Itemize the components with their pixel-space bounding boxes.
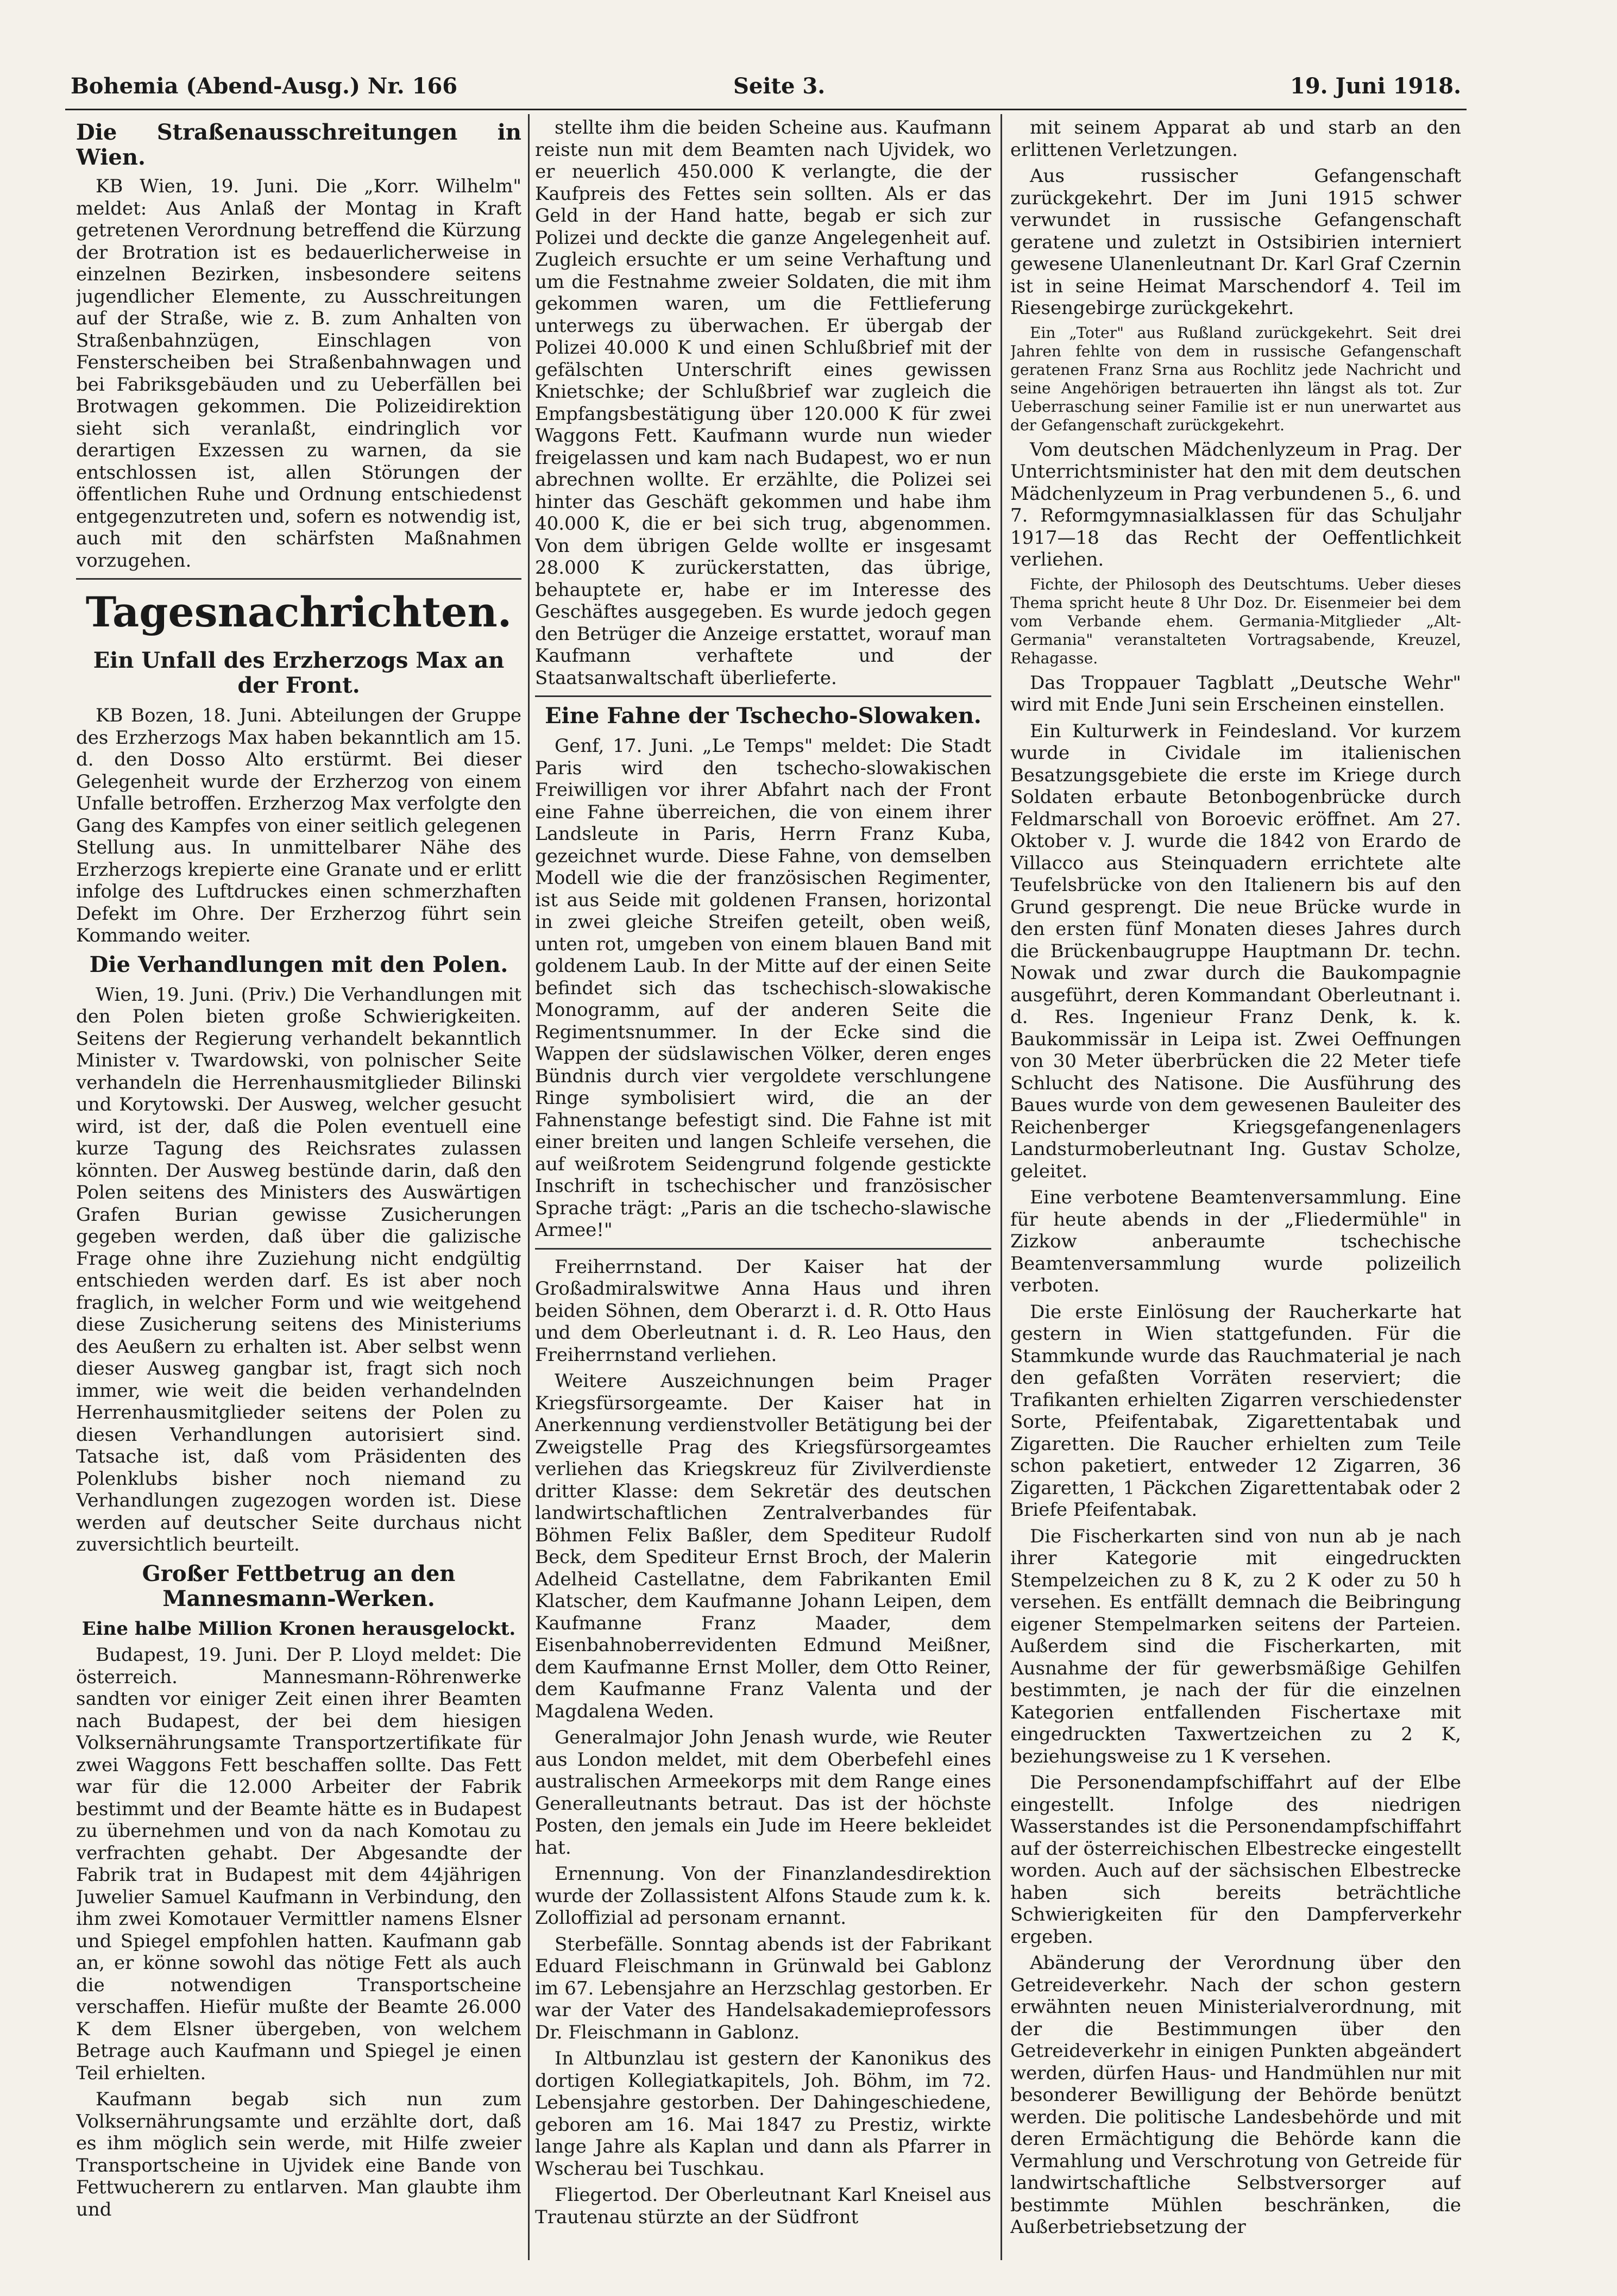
- masthead-issue: Bohemia (Abend-Ausg.) Nr. 166: [71, 73, 458, 99]
- item-fichte-lecture: Fichte, der Philosoph des Deutschtums. Ueber dieses Thema spricht heute 8 Uhr Doz. Dr. Eisenmeier bei dem vom Verbande ehem. Germania-Mitglieder „Alt-Germania" veranstalteten Vortragsabende, Kreuzel, Rehagasse.: [1010, 575, 1461, 667]
- item-smoker-card: Die erste Einlösung der Raucherkarte hat gestern in Wien stattgefunden. Für die Stammkunde wurde das Rauchmaterial je nach den gefaßten Vorräten reserviert; die Trafikanten erhielten Zigarren verschiedenster Sorte, Pfeifentabak, Zigarettentabak und Zigaretten. Die Raucher erhielten zum Teile schon paketiert, entweder 12 Zigarren, 36 Zigaretten, 1 Päckchen Zigarettentabak oder 2 Briefe Pfeifentabak.: [1010, 1301, 1461, 1521]
- headline-fat-fraud: Großer Fettbetrug an den Mannesmann-Werken.: [142, 1560, 456, 1611]
- item-dead-returned: Ein „Toter" aus Rußland zurückgekehrt. Seit drei Jahren fehlte von dem in russische Gefangenschaft geratenen Franz Srna aus Rochlitz jede Nachricht und seine Angehörigen betrauerten ihn längst als tot. Zur Ueberraschung seiner Familie ist er nun unerwartet aus der Gefangenschaft zurückgekehrt.: [1010, 323, 1461, 434]
- article-polish-negotiations: Wien, 19. Juni. (Priv.) Die Verhandlungen mit den Polen bieten große Schwierigkeiten. Seitens der Regierung verhandelt bekanntlich Minister v. Twardowski, von polnischer Seite verhandeln die Herrenhausmitglieder Bilinski und Korytowski. Der Ausweg, welcher gesucht wird, ist der, daß die Polen eventuell eine kurze Tagung des Reichsrates zulassen könnten. Der Ausweg bestünde darin, daß den Polen seitens des Ministers des Auswärtigen Grafen Burian gewisse Zusicherungen gegeben werden, daß über die galizische Frage ohne ihre Zuziehung nicht endgültig entschieden werden darf. Es ist aber noch fraglich, in welcher Form und wie weitgehend diese Zusicherung seitens des Ministeriums des Aeußern zu erhalten ist. Aber selbst wenn dieser Ausweg gangbar ist, fragt sich noch immer, wie weit die beiden verhandelnden Herrenhausmitglieder seitens der Polen zu diesen Verhandlungen autorisiert sind. Tatsache ist, daß vom Präsidenten des Polenklubs bisher noch niemand zu Verhandlungen zugezogen worden ist. Diese werden auf deutscher Seite durchaus nicht zuversichtlich beurteilt.: [76, 983, 521, 1555]
- item-aviator-death-end: mit seinem Apparat ab und starb an den erlittenen Verletzungen.: [1010, 117, 1461, 161]
- article-archduke-accident: KB Bozen, 18. Juni. Abteilungen der Gruppe des Erzherzogs Max haben bekanntlich am 15. d. den Dosso Alto erstürmt. Bei dieser Gelegenheit wurde der Erzherzog von einem Unfalle betroffen. Erzherzog Max verfolgte den Gang des Kampfes von einer seitlich gelegenen Stellung aus. In unmittelbarer Nähe des Erzherzogs krepierte eine Granate und er erlitt infolge des Luftdruckes einen schmerzhaften Defekt im Ohre. Der Erzherzog führt sein Kommando weiter.: [76, 705, 521, 946]
- headline-polish-negotiations: Die Verhandlungen mit den Polen.: [89, 951, 508, 977]
- article-fat-fraud-end: stellte ihm die beiden Scheine aus. Kaufmann reiste nun mit dem Beamten nach Ujvidek, wo er neuerlich 450.000 K verlangte, die der Kaufpreis des Fettes sein sollten. Als er das Geld in der Hand hatte, begab er sich zur Polizei und deckte die ganze Angelegenheit auf. Zugleich ersuchte er um seine Verhaftung und um die Festnahme zweier Soldaten, die mit ihm gekommen waren, um die Fettlieferung unterwegs zu überwachen. Er übergab der Polizei 40.000 K und einen Schlußbrief mit der gefälschten Unterschrift eines gewissen Knietschke; der Schlußbrief war zugleich die Empfangsbestätigung über 120.000 K für zwei Waggons Fett. Kaufmann wurde nun wieder freigelassen und kam nach Budapest, wo er nun abrechnen wollte. Er erzählte, die Polizei sei hinter das Geschäft gekommen und habe ihm 40.000 K, die er bei sich trug, abgenommen. Von dem übrigen Gelde wollte er insgesamt 28.000 K zurückerstatten, das übrige, behauptete er, habe er im Interesse des Geschäftes ausgegeben. Es wurde jedoch gegen den Betrüger die Anzeige erstattet, worauf man Kaufmann verhaftete und der Staatsanwaltschaft überlieferte.: [535, 117, 991, 689]
- item-grain-ordinance: Abänderung der Verordnung über den Getreideverkehr. Nach der schon gestern erwähnten neuen Ministerialverordnung, mit der die Bestimmungen über den Getreideverkehr in einigen Punkten abgeändert werden, dürfen Haus- und Handmühlen nur mit besonderer Bewilligung der Behörde benützt werden. Die politische Landesbehörde und mit deren Ermächtigung die Behörde kann die Vermahlung und Verschrotung von Getreide für landwirtschaftliche Selbstversorger auf bestimmte Mühlen beschränken, die Außerbetriebsetzung der: [1010, 1952, 1461, 2238]
- section-rule: [76, 578, 521, 580]
- page-number: Seite 3.: [733, 73, 826, 99]
- column-2: [535, 117, 991, 2252]
- item-returned-captivity: Aus russischer Gefangenschaft zurückgekehrt. Der im Juni 1915 schwer verwundet in russische Gefangenschaft geratene und zuletzt in Ostsibirien interniert gewesene Ulanenleutnant Dr. Karl Graf Czernin ist in seine Heimat Marschendorf 4. Teil im Riesengebirge zurückgekehrt.: [1010, 165, 1461, 319]
- item-banned-meeting: Eine verbotene Beamtenversammlung. Eine für heute abends in der „Fliedermühle" in Zizkow anberaumte tschechische Beamtenversammlung wurde polizeilich verboten.: [1010, 1187, 1461, 1296]
- item-general-monash: Generalmajor John Jenash wurde, wie Reuter aus London meldet, mit dem Oberbefehl eines australischen Armeekorps mit dem Range eines Generalleutnants betraut. Das ist der höchste Posten, den jemals ein Jude im Heere bekleidet hat.: [535, 1727, 991, 1859]
- column-rule: [1001, 114, 1002, 2260]
- column-3: [1010, 117, 1461, 2252]
- item-appointment: Ernennung. Von der Finanzlandesdirektion wurde der Zollassistent Alfons Staude zum k. k. Zolloffizial ad personam ernannt.: [535, 1863, 991, 1929]
- issue-date: 19. Juni 1918.: [1290, 73, 1461, 99]
- item-baron-title: Freiherrnstand. Der Kaiser hat der Großadmiralswitwe Anna Haus und ihren beiden Söhnen, dem Oberarzt i. d. R. Otto Haus und dem Oberleutnant i. d. R. Leo Haus, den Freiherrnstand verliehen.: [535, 1256, 991, 1366]
- section-rule: [535, 695, 991, 697]
- running-head: [71, 73, 1461, 106]
- headline-archduke-accident: Ein Unfall des Erzherzogs Max an der Front.: [93, 648, 505, 698]
- section-title-daily-news: Tagesnachrichten.: [85, 588, 512, 636]
- item-fishing-cards: Die Fischerkarten sind von nun ab je nach ihrer Kategorie mit eingedruckten Stempelzeichen zu 8 K, zu 2 K oder zu 50 h versehen. Es entfällt demnach die Beibringung eigener Stempelmarken seitens der Parteien. Außerdem sind die Fischerkarten, mit Ausnahme der für gewerbsmäßige Gehilfen bestimmten, je nach der für die einzelnen Kategorien entfallenden Fischertaxe mit eingedruckten Taxwertzeichen zu 2 K, beziehungsweise zu 1 K versehen.: [1010, 1525, 1461, 1767]
- item-deaths: Sterbefälle. Sonntag abends ist der Fabrikant Eduard Fleischmann in Grünwald bei Gablonz im 67. Lebensjahre an Herzschlag gestorben. Er war der Vater des Handelsakademieprofessors Dr. Fleischmann in Gablonz.: [535, 1933, 991, 2043]
- header-rule: [65, 109, 1467, 110]
- column-rule: [528, 114, 530, 2260]
- section-rule: [535, 1248, 991, 1250]
- article-fat-fraud: Budapest, 19. Juni. Der P. Lloyd meldet: Die österreich. Mannesmann-Röhrenwerke sandten vor einiger Zeit einen ihrer Beamten nach Budapest, der bei dem hiesigen Volksernährungsamte Transportzertifikate für zwei Waggons Fett beschaffen sollte. Das Fett war für die 12.000 Arbeiter der Fabrik bestimmt und der Beamte hätte es in Budapest zu übernehmen und von da nach Komotau zu verfrachten gehabt. Der Abgesandte der Fabrik trat in Budapest mit dem 44jährigen Juwelier Samuel Kaufmann in Verbindung, den ihm zwei Komotauer Vermittler namens Elsner und Spiegel empfohlen hatten. Kaufmann gab an, er könne sowohl das nötige Fett als auch die notwendigen Transportscheine verschaffen. Hiefür mußte der Beamte 26.000 K dem Elsner übergeben, von welchem Betrage auch Kaufmann und Spiegel je einen Teil erhielten.: [76, 1644, 521, 2084]
- article-fat-fraud-cont: Kaufmann begab sich nun zum Volksernährungsamte und erzählte dort, daß es ihm möglich sein werde, mit Hilfe zweier Transportscheine in Ujvidek eine Bande von Fettwucherern zu entlarven. Man glaubte ihm und: [76, 2088, 521, 2220]
- subheadline-fat-fraud: Eine halbe Million Kronen herausgelockt.: [81, 1617, 516, 1640]
- article-street-riots: KB Wien, 19. Juni. Die „Korr. Wilhelm" meldet: Aus Anlaß der Montag in Kraft getretenen Verordnung betreffend die Kürzung der Brotration ist es bedauerlicherweise in einzelnen Bezirken, insbesondere seitens jugendlicher Elemente, zu Ausschreitungen auf der Straße, wie z. B. zum Anhalten von Straßenbahnzügen, Einschlagen von Fensterscheiben bei Straßenbahnwagen und bei Fabriksgebäuden und zu Ueberfällen bei Brotwagen gekommen. Die Polizeidirektion sieht sich veranlaßt, eindringlich vor derartigen Exzessen zu warnen, da sie entschlossen ist, allen Störungen der öffentlichen Ruhe und Ordnung entschiedenst entgegenzutreten und, sofern es notwendig ist, auch mit den schärfsten Maßnahmen vorzugehen.: [76, 175, 521, 572]
- item-aviator-death: Fliegertod. Der Oberleutnant Karl Kneisel aus Trautenau stürzte an der Südfront: [535, 2184, 991, 2228]
- item-deaths-2: In Altbunzlau ist gestern der Kanonikus des dortigen Kollegiatkapitels, Joh. Böhm, im 72. Lebensjahre gestorben. Der Dahingeschiedene, geboren am 16. Mai 1847 zu Prestiz, wirkte lange Jahre als Kaplan und dann als Pfarrer in Wscherau bei Tuschkau.: [535, 2048, 991, 2180]
- item-awards: Weitere Auszeichnungen beim Prager Kriegsfürsorgeamte. Der Kaiser hat in Anerkennung verdienstvoller Betätigung bei der Zweigstelle Prag des Kriegsfürsorgeamtes verliehen das Kriegskreuz für Zivilverdienste dritter Klasse: dem Sekretär des deutschen landwirtschaftlichen Zentralverbandes für Böhmen Felix Baßler, dem Spediteur Rudolf Beck, dem Spediteur Ernst Broch, der Malerin Adelheid Castellatne, dem Fabrikanten Emil Klatscher, dem Kaufmanne Johann Leipen, dem Kaufmanne Franz Maader, dem Eisenbahnoberrevidenten Edmund Meißner, dem Kaufmanne Ernst Moller, dem Otto Reiner, dem Kaufmanne Franz Valenta und der Magdalena Weden.: [535, 1370, 991, 1722]
- item-elbe-shipping: Die Personendampfschiffahrt auf der Elbe eingestellt. Infolge des niedrigen Wasserstandes ist die Personendampfschiffahrt auf der österreichischen Elbestrecke eingestellt worden. Auch auf der sächsischen Elbestrecke haben sich bereits beträchtliche Schwierigkeiten für den Dampferverkehr ergeben.: [1010, 1772, 1461, 1948]
- column-1: [76, 117, 521, 2252]
- item-girls-lyceum: Vom deutschen Mädchenlyzeum in Prag. Der Unterrichtsminister hat den mit dem deutschen Mädchenlyzeum in Prag verbundenen 5., 6. und 7. Reformgymnasialklassen für das Schuljahr 1917—18 das Recht der Oeffentlichkeit verliehen.: [1010, 438, 1461, 570]
- item-troppau-paper: Das Troppauer Tagblatt „Deutsche Wehr" wird mit Ende Juni sein Erscheinen einstellen.: [1010, 672, 1461, 716]
- article-czech-flag: Genf, 17. Juni. „Le Temps" meldet: Die Stadt Paris wird den tschecho-slowakischen Freiwilligen vor ihrer Abfahrt nach der Front eine Fahne überreichen, die von einem ihrer Landsleute in Paris, Herrn Franz Kuba, gezeichnet wurde. Diese Fahne, von demselben Modell wie die der französischen Regimenter, ist aus Seide mit goldenen Fransen, horizontal in zwei gleiche Streifen geteilt, oben weiß, unten rot, umgeben von einem blauen Band mit goldenem Laub. In der Mitte auf der einen Seite befindet sich das tschechisch-slowakische Monogramm, auf der anderen Seite die Regimentsnummer. In der Ecke sind die Wappen der südslawischen Völker, deren enges Bündnis durch vier vergoldete verschlungene Ringe symbolisiert wird, die an der Fahnenstange befestigt sind. Die Fahne ist mit einer breiten und langen Schleife versehen, die auf weißrotem Seidengrund folgende gestickte Inschrift in tschechischer und französischer Sprache trägt: „Paris an die tschecho-slawische Armee!": [535, 735, 991, 1241]
- headline-czech-flag: Eine Fahne der Tschecho-Slowaken.: [545, 703, 981, 729]
- headline-street-riots: Die Straßenausschreitungen in Wien.: [76, 120, 521, 170]
- item-bridge: Ein Kulturwerk in Feindesland. Vor kurzem wurde in Cividale im italienischen Besatzungsgebiete die erste im Kriege durch Soldaten erbaute Betonbogenbrücke durch Feldmarschall von Boroevic eröffnet. Am 27. Oktober v. J. wurde die 1842 von Erardo de Villacco aus Steinquadern errichtete alte Teufelsbrücke von den Italienern bis auf den Grund gesprengt. Die neue Brücke wurde in den ersten fünf Monaten dieses Jahres durch die Brückenbaugruppe Hauptmann Dr. techn. Nowak und zwar durch die Baukompagnie ausgeführt, deren Kommandant Oberleutnant i. d. Res. Ingenieur Franz Denk, k. k. Baukommissär in Leipa ist. Zwei Oeffnungen von 30 Meter überbrücken die 22 Meter tiefe Schlucht des Natisone. Die Ausführung des Baues wurde von dem gewesenen Bauleiter des Reichenberger Kriegsgefangenenlagers Landsturmoberleutnant Ing. Gustav Scholze, geleitet.: [1010, 720, 1461, 1182]
